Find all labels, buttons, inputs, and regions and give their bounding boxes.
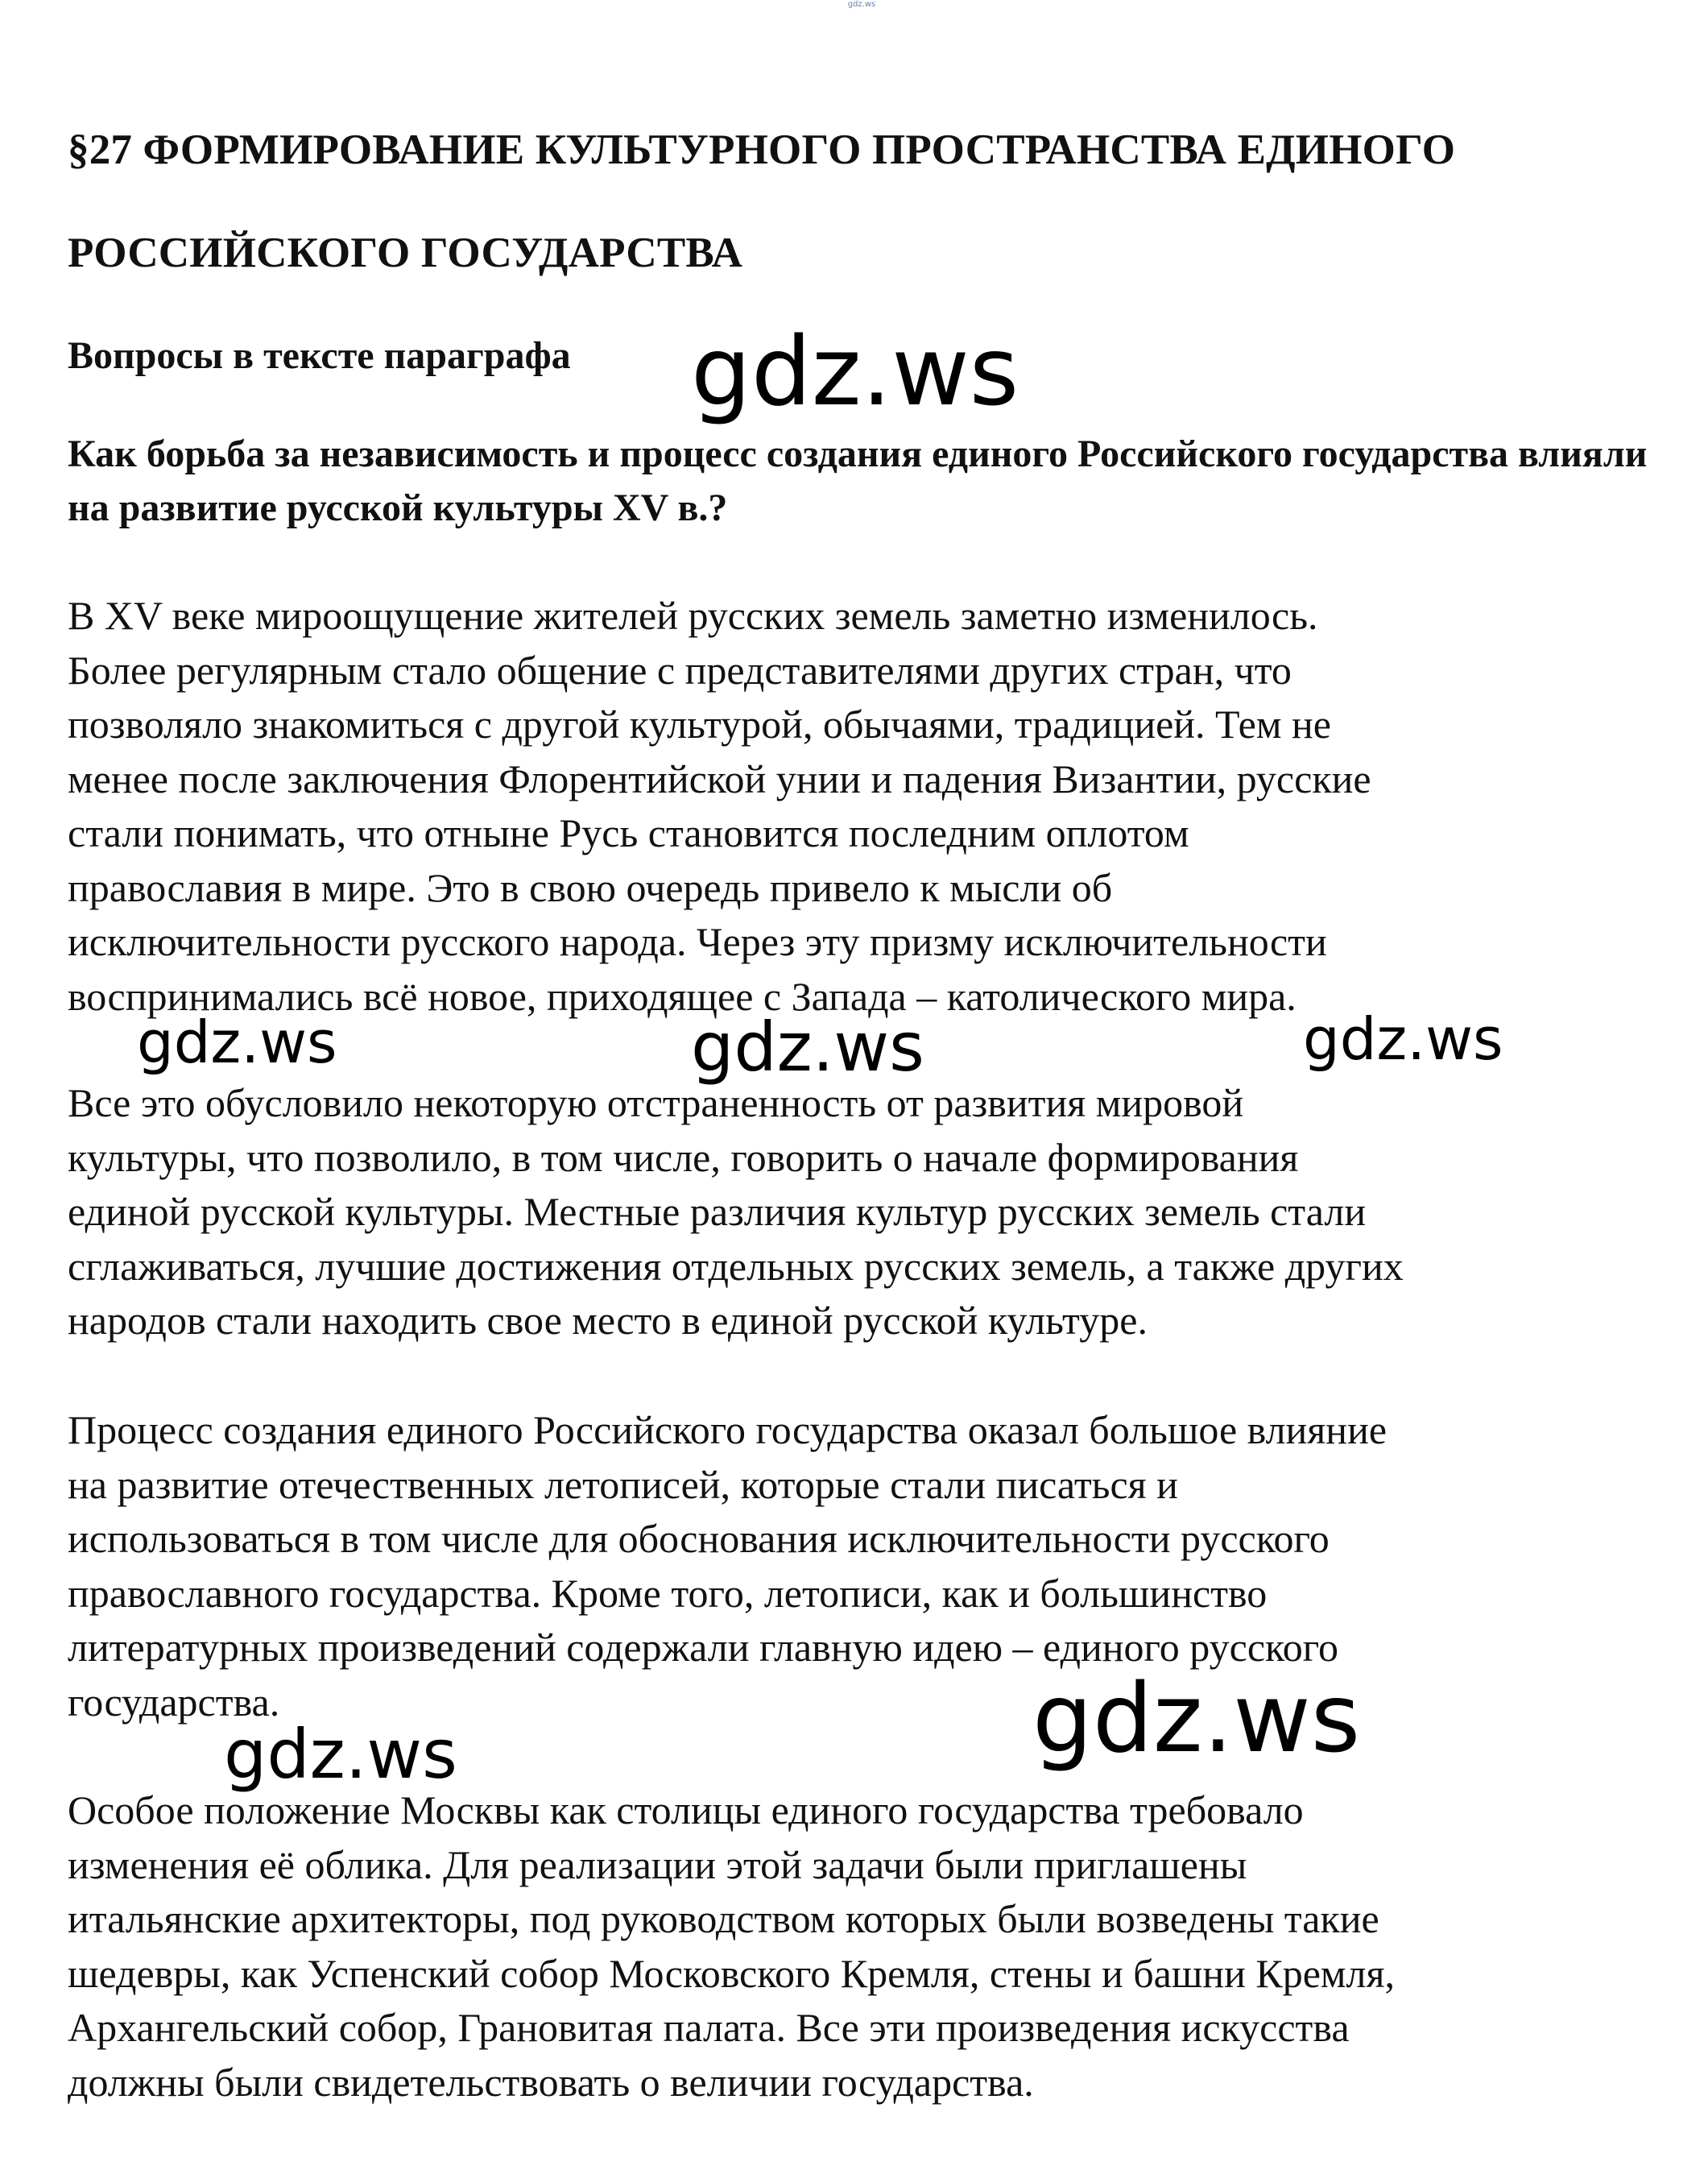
watermark: gdz.ws bbox=[691, 316, 1019, 427]
paragraph-line: Архангельский собор, Грановитая палата. Все эти произведения искусства bbox=[68, 2005, 1350, 2050]
paragraph-1 bbox=[68, 589, 1670, 1024]
paragraph-2 bbox=[68, 1076, 1670, 1348]
paragraph-line: стали понимать, что отныне Русь становится последним оплотом bbox=[68, 810, 1189, 855]
paragraph-line: на развитие отечественных летописей, которые стали писаться и bbox=[68, 1461, 1178, 1507]
watermark: gdz.ws bbox=[691, 1008, 924, 1087]
watermark: gdz.ws bbox=[1032, 1663, 1361, 1774]
paragraph-line: Все это обусловило некоторую отстраненность от развития мировой bbox=[68, 1080, 1244, 1125]
paragraph-line: итальянские архитекторы, под руководством которых были возведены такие bbox=[68, 1896, 1379, 1941]
watermark: gdz.ws bbox=[137, 1008, 337, 1076]
paragraph-line: изменения её облика. Для реализации этой задачи были приглашены bbox=[68, 1841, 1247, 1887]
paragraph-line: исключительности русского народа. Через эту призму исключительности bbox=[68, 919, 1327, 964]
paragraph-line: шедевры, как Успенский собор Московского Кремля, стены и башни Кремля, bbox=[68, 1950, 1395, 1996]
paragraph-line: В XV веке мироощущение жителей русских земель заметно изменилось. bbox=[68, 593, 1318, 638]
paragraph-3 bbox=[68, 1403, 1670, 1729]
paragraph-line: литературных произведений содержали главную идею – единого русского bbox=[68, 1625, 1339, 1670]
paragraph-line: народов стали находить свое место в единой русской культуре. bbox=[68, 1298, 1148, 1343]
paragraph-line: государства. bbox=[68, 1679, 280, 1725]
question-heading: Как борьба за независимость и процесс создания единого Российского государства влияли на развитие русской культуры XV в.? bbox=[68, 433, 1648, 529]
paragraph-line: православного государства. Кроме того, летописи, как и большинство bbox=[68, 1570, 1268, 1616]
paragraph-line: сглаживаться, лучшие достижения отдельных русских земель, а также других bbox=[68, 1243, 1404, 1289]
paragraph-line: Более регулярным стало общение с представителями других стран, что bbox=[68, 647, 1292, 693]
paragraph-line: культуры, что позволило, в том числе, говорить о начале формирования bbox=[68, 1134, 1299, 1180]
paragraph-line: использоваться в том числе для обоснования исключительности русского bbox=[68, 1516, 1330, 1561]
watermark: gdz.ws bbox=[224, 1715, 457, 1794]
paragraph-line: Особое положение Москвы как столицы единого государства требовало bbox=[68, 1787, 1304, 1832]
paragraph-line: Процесс создания единого Российского государства оказал большое влияние bbox=[68, 1407, 1387, 1452]
top-watermark-text: gdz.ws bbox=[847, 0, 876, 9]
paragraph-line: менее после заключения Флорентийской унии и падения Византии, русские bbox=[68, 756, 1371, 801]
section-heading: Вопросы в тексте параграфа bbox=[68, 334, 571, 377]
paragraph-line: православия в мире. Это в свою очередь привело к мысли об bbox=[68, 864, 1113, 910]
paragraph-line: единой русской культуры. Местные различия культур русских земель стали bbox=[68, 1189, 1367, 1234]
watermark: gdz.ws bbox=[1303, 1005, 1503, 1073]
paragraph-line: должны были свидетельствовать о величии государства. bbox=[68, 2059, 1034, 2105]
paragraph-line: позволяло знакомиться с другой культурой, обычаями, традицией. Тем не bbox=[68, 702, 1331, 747]
page-title: §27 ФОРМИРОВАНИЕ КУЛЬТУРНОГО ПРОСТРАНСТВА ЕДИНОГО РОССИЙСКОГО ГОСУДАРСТВА bbox=[68, 126, 1456, 276]
paragraph-line: воспринимались всё новое, приходящее с Запада – католического мира. bbox=[68, 973, 1297, 1019]
paragraph-4 bbox=[68, 1783, 1670, 2110]
